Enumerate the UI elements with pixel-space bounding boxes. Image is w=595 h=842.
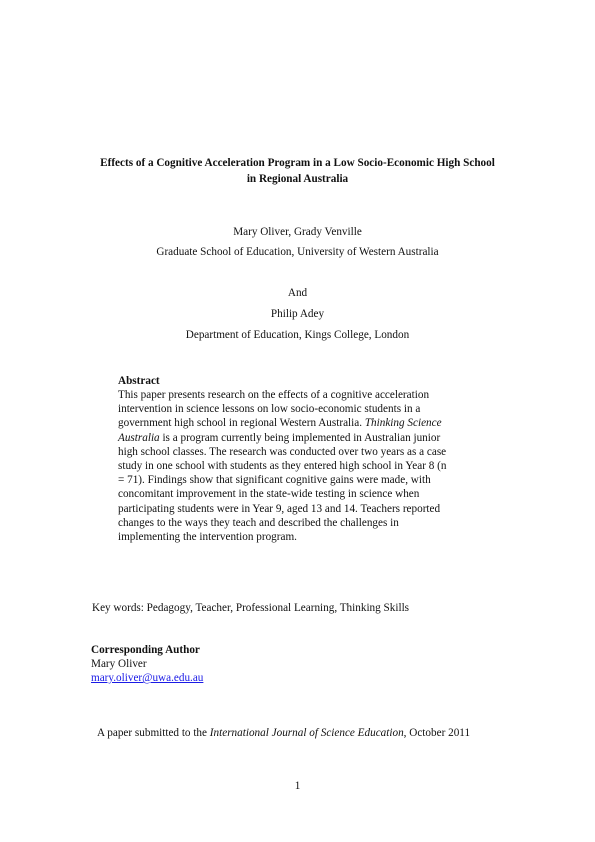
- submission-suffix: , October 2011: [403, 727, 471, 739]
- submission-journal: International Journal of Science Education: [209, 727, 404, 739]
- corresponding-author-name: Mary Oliver: [91, 658, 147, 670]
- abstract-body-part-2: is a program currently being implemented in Australian junior high school classes. The research was conducted over two years as a case study in one school with students as they entered high school in Year 8 (n = 71). Findings show that significant cognitive gains were made, with concomitant improvement in the state-wide testing in science when participating students were in Year 9, aged 13 and 14. Teachers reported changes to the ways they teach and described the challenges in implementing the intervention program.: [118, 431, 447, 544]
- authors-primary: Mary Oliver, Grady Venville: [233, 226, 362, 238]
- abstract-body-italic: Thinking Science Australia: [118, 417, 442, 444]
- author-conjunction: And: [287, 287, 308, 299]
- corresponding-author-email-link[interactable]: mary.oliver@uwa.edu.au: [91, 672, 204, 684]
- abstract-heading: Abstract: [118, 375, 160, 387]
- corresponding-author-heading: Corresponding Author: [91, 644, 200, 656]
- abstract-body: [118, 388, 466, 544]
- submission-note: [97, 726, 470, 740]
- keywords: Key words: Pedagogy, Teacher, Professional Learning, Thinking Skills: [92, 602, 410, 614]
- author-secondary: Philip Adey: [270, 308, 325, 320]
- paper-title: Effects of a Cognitive Acceleration Program in a Low Socio-Economic High School in Regional Australia: [100, 157, 495, 185]
- submission-prefix: A paper submitted to the: [97, 727, 210, 739]
- affiliation-primary: Graduate School of Education, University of Western Australia: [156, 246, 439, 258]
- affiliation-secondary: Department of Education, Kings College, London: [185, 329, 410, 341]
- abstract-body-part-1: This paper presents research on the effects of a cognitive acceleration intervention in science lessons on low socio-economic students in a government high school in regional Western Australia.: [118, 389, 430, 430]
- page-number: 1: [294, 780, 301, 792]
